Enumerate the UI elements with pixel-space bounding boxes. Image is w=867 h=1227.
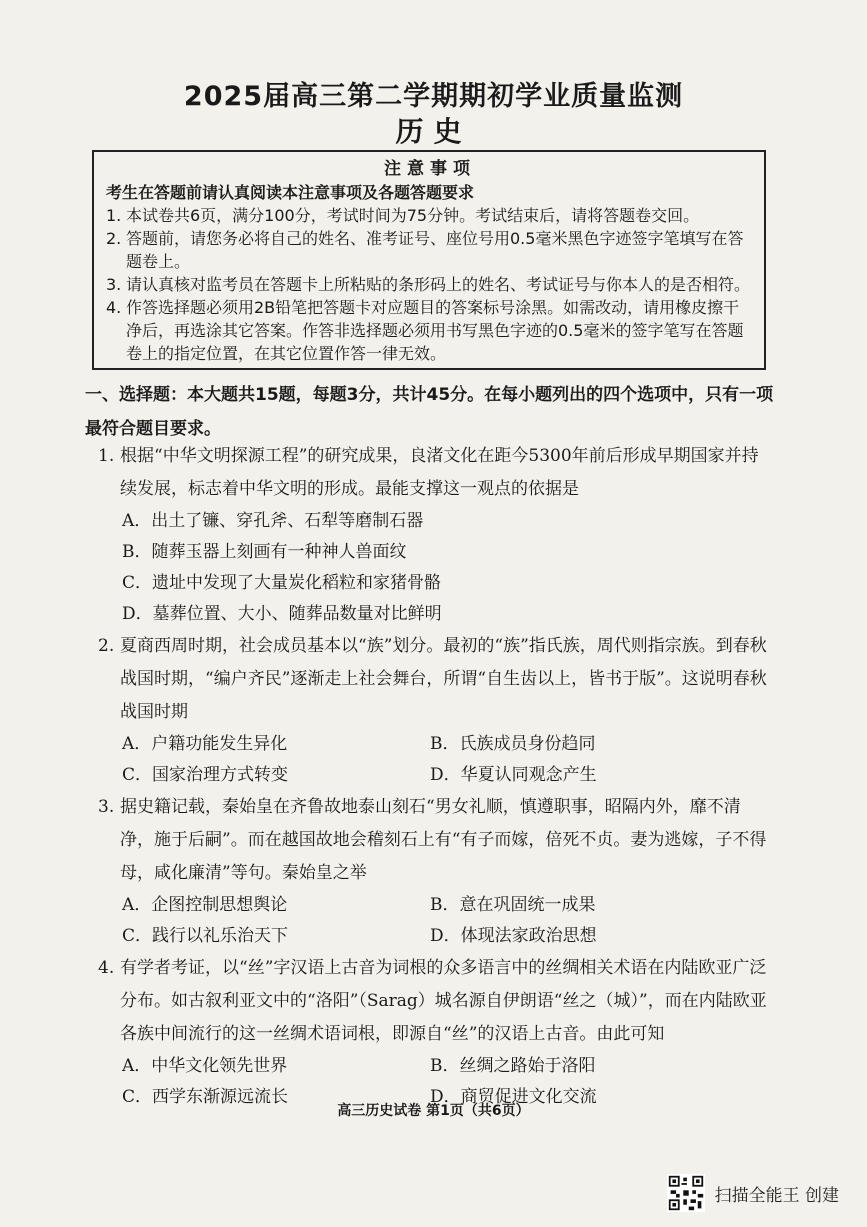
notice-item — [106, 204, 754, 227]
exam-title: 2025届高三第二学期期初学业质量监测 — [183, 81, 684, 112]
notice-item-number: 1. — [106, 206, 122, 225]
option-b[interactable]: B．丝绸之路始于洛阳 — [430, 1056, 596, 1076]
option-c[interactable]: C．国家治理方式转变 — [122, 765, 289, 785]
question-stem: 根据“中华文明探源工程”的研究成果，良渚文化在距今5300年前后形成早期国家并持续发展，标志着中华文明的形成。最能支撑这一观点的依据是 — [120, 446, 759, 499]
option-c[interactable]: C．西学东渐源远流长 — [122, 1087, 289, 1107]
notice-item-text: 答题前，请您务必将自己的姓名、准考证号、座位号用0.5毫米黑色字迹签字笔填写在答题卷上。 — [126, 229, 744, 271]
option-c[interactable]: C．践行以礼乐治天下 — [122, 926, 289, 946]
option-a[interactable]: A．企图控制思想舆论 — [122, 895, 288, 915]
notice-item-text: 作答选择题必须用2B铅笔把答题卡对应题目的答案标号涂黑。如需改动，请用橡皮擦干净后，再选涂其它答案。作答非选择题必须用书写黑色字迹的0.5毫米的签字笔写在答题卷上的指定位置，在其它位置作答一律无效。 — [126, 298, 744, 363]
option-a[interactable]: A．中华文化领先世界 — [122, 1056, 288, 1076]
notice-title: 注意事项 — [384, 159, 476, 179]
qr-code-icon — [667, 1174, 705, 1212]
option-d[interactable]: D．华夏认同观念产生 — [430, 765, 597, 785]
question-3 — [98, 791, 768, 952]
notice-item-text: 本试卷共6页，满分100分，考试时间为75分钟。考试结束后，请将答题卷交回。 — [126, 206, 700, 225]
option-a[interactable]: A．户籍功能发生异化 — [122, 734, 288, 754]
option-d[interactable]: D．体现法家政治思想 — [430, 926, 597, 946]
option-b[interactable]: B．随葬玉器上刻画有一种神人兽面纹 — [122, 542, 407, 562]
notice-item — [106, 273, 754, 296]
question-list — [98, 440, 768, 1113]
question-number: 1. — [98, 446, 115, 466]
scanner-text: 扫描全能王 创建 — [714, 1185, 839, 1206]
option-a[interactable]: A．出土了镰、穿孔斧、石犁等磨制石器 — [122, 511, 424, 531]
notice-item — [106, 227, 754, 273]
option-b[interactable]: B．氏族成员身份趋同 — [430, 734, 596, 754]
exam-subject: 历史 — [395, 115, 472, 148]
option-c[interactable]: C．遗址中发现了大量炭化稻粒和家猪骨骼 — [122, 573, 442, 593]
option-b[interactable]: B．意在巩固统一成果 — [430, 895, 596, 915]
option-d[interactable]: D．商贸促进文化交流 — [430, 1087, 597, 1107]
question-2 — [98, 630, 768, 791]
notice-item-text: 请认真核对监考员在答题卡上所粘贴的条形码上的姓名、考试证号与你本人的是否相符。 — [126, 275, 751, 294]
question-4 — [98, 952, 768, 1113]
question-number: 2. — [98, 636, 115, 656]
notice-item-number: 3. — [106, 275, 122, 294]
notice-box — [92, 150, 766, 370]
section-heading: 一、选择题：本大题共15题，每题3分，共计45分。在每小题列出的四个选项中，只有一项最符合题目要求。 — [85, 385, 774, 439]
question-stem: 有学者考证，以“丝”字汉语上古音为词根的众多语言中的丝绸相关术语在内陆欧亚广泛分布。如古叙利亚文中的“洛阳”（Sarag）城名源自伊朗语“丝之（城）”，而在内陆欧亚各族中间流行的这一丝绸术语词根，即源自“丝”的汉语上古音。由此可知 — [120, 958, 767, 1044]
notice-lead: 考生在答题前请认真阅读本注意事项及各题答题要求 — [106, 183, 475, 202]
notice-item-number: 4. — [106, 298, 122, 317]
question-stem: 夏商西周时期，社会成员基本以“族”划分。最初的“族”指氏族，周代则指宗族。到春秋战国时期，“编户齐民”逐渐走上社会舞台，所谓“自生齿以上，皆书于版”。这说明春秋战国时期 — [120, 636, 767, 722]
page-footer: 高三历史试卷 第1页（共6页） — [337, 1103, 530, 1119]
option-d[interactable]: D．墓葬位置、大小、随葬品数量对比鲜明 — [122, 604, 442, 624]
question-1 — [98, 440, 768, 630]
scanner-watermark — [667, 1174, 839, 1212]
question-stem: 据史籍记载，秦始皇在齐鲁故地泰山刻石“男女礼顺，慎遵职事，昭隔内外，靡不清净，施于后嗣”。而在越国故地会稽刻石上有“有子而嫁，倍死不贞。妻为逃嫁，子不得母，咸化廉清”等句。秦始皇之举 — [120, 797, 767, 883]
question-number: 3. — [98, 797, 115, 817]
notice-item — [106, 296, 754, 365]
question-number: 4. — [98, 958, 115, 978]
notice-item-number: 2. — [106, 229, 122, 248]
